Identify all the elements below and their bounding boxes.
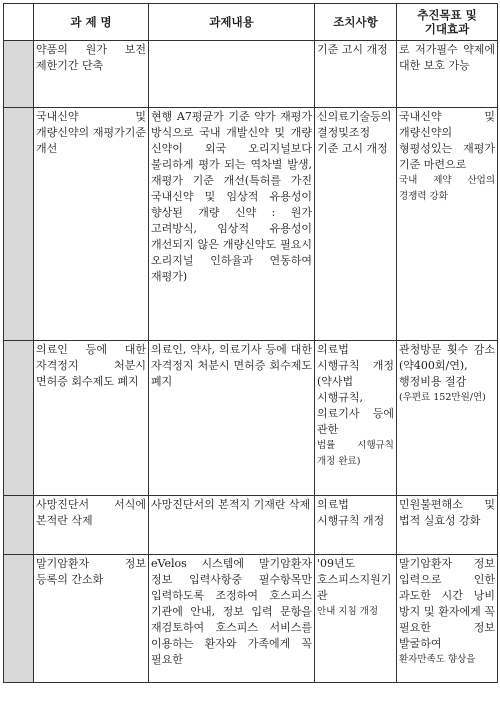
- task-table: [3, 3, 498, 683]
- task-content-cell: 사망진단서의 본적지 기재란 삭제: [149, 496, 315, 555]
- action-note: 법률 시행규칙 개정 완료): [317, 440, 394, 467]
- row-index-cell: [4, 555, 34, 683]
- goal-text: 관청방문 횟수 감소(약400회/연), 행정비용 절감: [399, 343, 495, 388]
- goal-note: (우편료 152만원/연): [399, 392, 486, 403]
- goal-cell: [397, 555, 498, 683]
- header-task-name: 과 제 명: [34, 4, 149, 41]
- task-name-cell: 약품의 원가 보전 제한기간 단축: [34, 41, 149, 108]
- row-index-cell: [4, 496, 34, 555]
- task-name-cell: 말기암환자 정보 등록의 간소화: [34, 555, 149, 683]
- task-name-cell: 국내신약 및 개량신약의 재평가기준 개선: [34, 108, 149, 341]
- header-action: 조치사항: [315, 4, 397, 41]
- header-task-content: 과제내용: [149, 4, 315, 41]
- action-text: 의료법 시행규칙 개정(약사법 시행규칙, 의료기사 등에 관한: [317, 343, 394, 436]
- goal-cell: [397, 341, 498, 496]
- action-text: '09년도 호스피스지원기관: [317, 557, 392, 602]
- table-row: [4, 41, 498, 108]
- task-content-cell: 의료인, 약사, 의료기사 등에 대한 자격정지 처분시 면허증 회수제도 폐지: [149, 341, 315, 496]
- goal-text: 로 저가필수 약제에 대한 보호 가능: [399, 43, 495, 72]
- action-cell: 신의료기술등의결정및조정 기준 고시 개정: [315, 108, 397, 341]
- action-cell: [315, 341, 397, 496]
- action-cell: 기준 고시 개정: [315, 41, 397, 108]
- task-content-cell: [149, 41, 315, 108]
- table-row: [4, 555, 498, 683]
- goal-note: 국내 제약 산업의 경쟁력 강화: [399, 175, 495, 202]
- goal-cell: [397, 108, 498, 341]
- action-note: 안내 지침 개정: [317, 606, 379, 617]
- row-index-cell: [4, 41, 34, 108]
- goal-text: 국내신약 및 개량신약의 형평성있는 재평가 기준 마련으로: [399, 110, 495, 171]
- header-goal: 추진목표 및 기대효과: [397, 4, 498, 41]
- goal-cell: [397, 496, 498, 555]
- header-index: [4, 4, 34, 41]
- task-content-cell: eVelos 시스템에 말기암환자 정보 입력사항중 필수항목만 입력하도록 조정하여 호스피스 기관에 안내, 정보 입력 문항을 재검토하여 호스피스 서비스를 이용하는 환자와 가족에게 꼭 필요한: [149, 555, 315, 683]
- goal-cell: [397, 41, 498, 108]
- table-row: [4, 341, 498, 496]
- task-name-cell: 의료인 등에 대한 자격정지 처분시 면허증 회수제도 폐지: [34, 341, 149, 496]
- row-index-cell: [4, 108, 34, 341]
- task-content-cell: 현행 A7평균가 기준 약가 재평가 방식으로 국내 개발신약 및 개량 신약이 외국 오리지널보다 불리하게 평가 되는 역차별 발생, 재평가 기준 개선(특허를 가진 국내신약 및 임상적 유용성이 향상된 개량 신약 : 원가 고려방식, 임상적 유용성이 개선되지 않은 개량신약도 필요시 오리지널 인하율과 연동하여 재평가): [149, 108, 315, 341]
- table-row: [4, 496, 498, 555]
- row-index-cell: [4, 341, 34, 496]
- table-row: [4, 108, 498, 341]
- goal-text: 민원불편해소 및 법적 실효성 강화: [399, 498, 495, 527]
- goal-text: 말기암환자 정보 입력으로 인한 과도한 시간 낭비 방지 및 환자에게 꼭 필요한 정보 발굴하여: [399, 557, 495, 650]
- goal-note: 환자만족도 향상을: [399, 654, 476, 665]
- task-name-cell: 사망진단서 서식에 본적란 삭제: [34, 496, 149, 555]
- action-cell: [315, 555, 397, 683]
- header-row: [4, 4, 498, 41]
- action-cell: 의료법 시행규칙 개정: [315, 496, 397, 555]
